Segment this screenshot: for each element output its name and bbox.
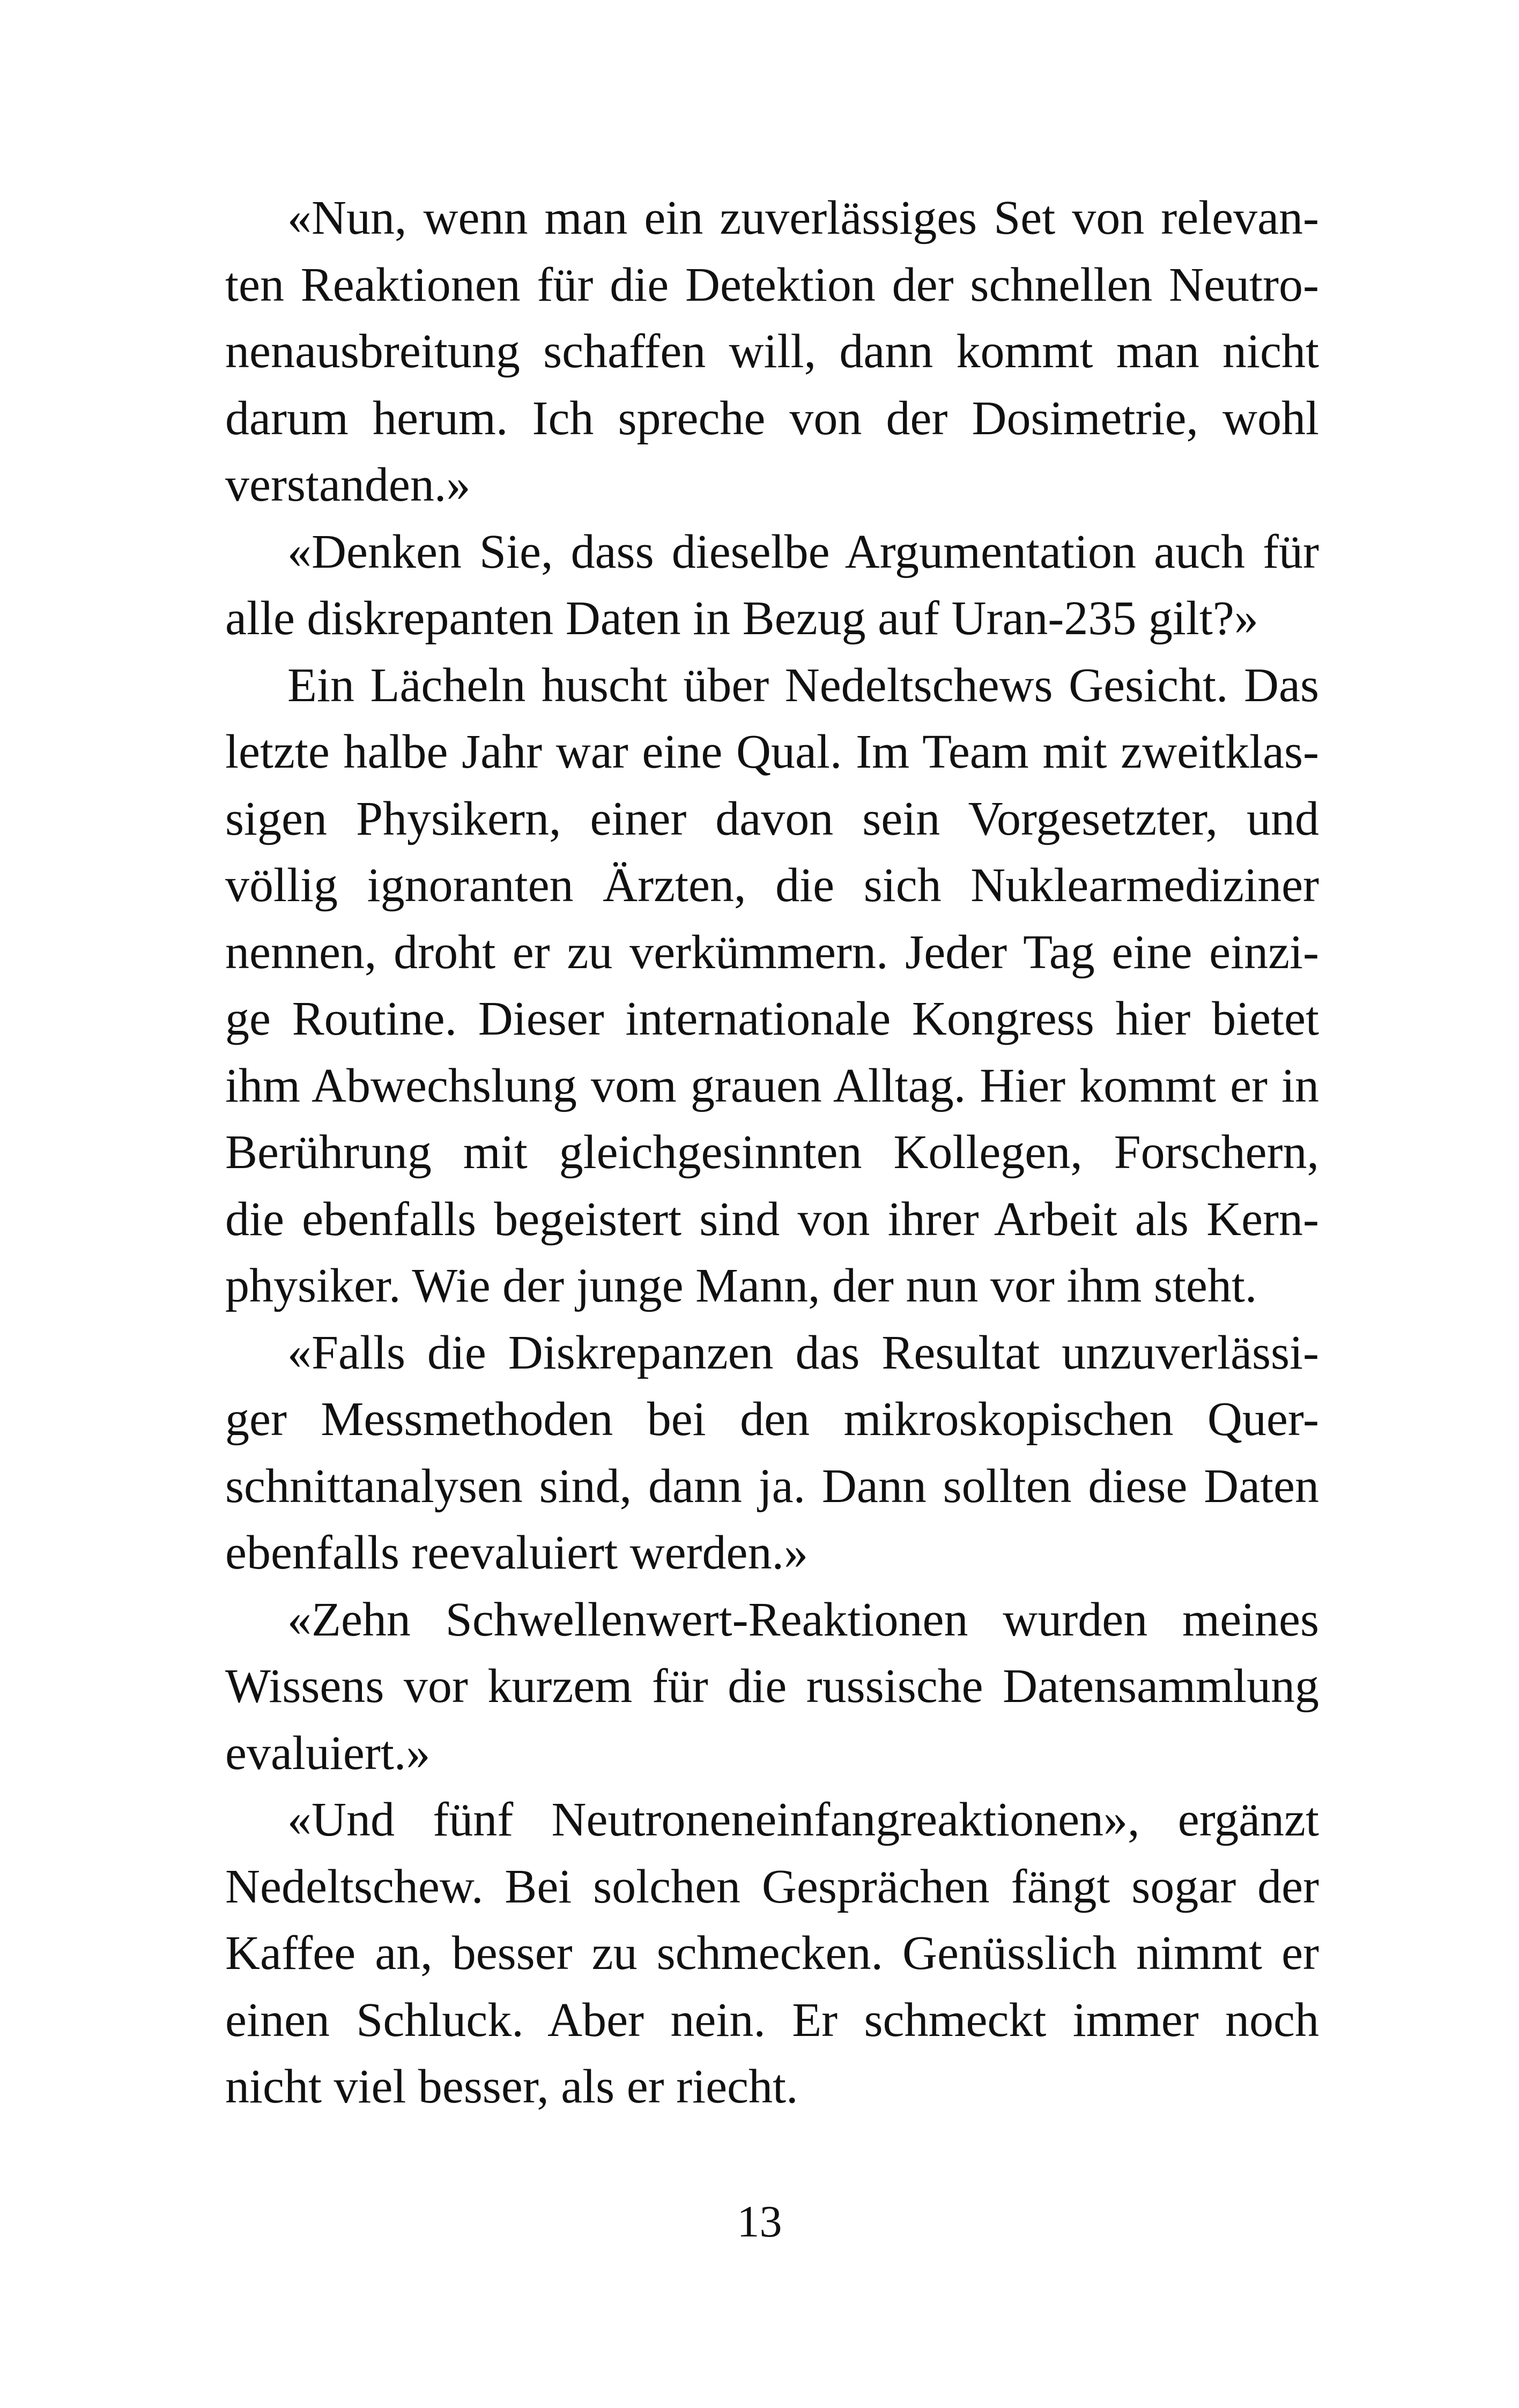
text-line: Nedeltschew. Bei solchen Gesprächen fängt sogar der (225, 1860, 1319, 1913)
text-line: nenausbreitung schaffen will, dann kommt man nicht (225, 325, 1319, 378)
text-line: alle diskrepanten Daten in Bezug auf Uran-235 gilt?» (225, 592, 1258, 645)
text-line: schnittanalysen sind, dann ja. Dann sollten diese Daten (225, 1459, 1319, 1513)
text-line: ihm Abwechslung vom grauen Alltag. Hier kommt er in (225, 1059, 1319, 1112)
text-line: Berührung mit gleichgesinnten Kollegen, Forschern, (225, 1126, 1319, 1179)
text-line: «Und fünf Neutroneneinfangreaktionen», ergänzt (287, 1793, 1319, 1846)
text-line: verstanden.» (225, 458, 471, 511)
body-text (225, 185, 1319, 2121)
text-line: evaluiert.» (225, 1726, 431, 1780)
text-line: Kaffee an, besser zu schmecken. Genüsslich nimmt er (225, 1927, 1319, 1980)
text-line: «Zehn Schwellenwert-Reaktionen wurden meines (287, 1593, 1319, 1646)
text-line: ten Reaktionen für die Detektion der schnellen Neutro- (225, 258, 1319, 311)
text-line: nennen, droht er zu verkümmern. Jeder Tag eine einzi- (225, 925, 1319, 979)
text-line: physiker. Wie der junge Mann, der nun vor ihm steht. (225, 1259, 1257, 1312)
text-line: ge Routine. Dieser internationale Kongress hier bietet (225, 992, 1319, 1045)
text-line: «Falls die Diskrepanzen das Resultat unzuverlässi- (287, 1326, 1319, 1379)
text-line: ger Messmethoden bei den mikroskopischen Quer- (225, 1393, 1319, 1446)
text-line: Wissens vor kurzem für die russische Datensammlung (225, 1660, 1319, 1713)
page-number: 13 (737, 2197, 782, 2247)
text-line: letzte halbe Jahr war eine Qual. Im Team mit zweitklas- (225, 725, 1319, 778)
text-line: die ebenfalls begeistert sind von ihrer Arbeit als Kern- (225, 1192, 1319, 1246)
text-line: «Denken Sie, dass dieselbe Argumentation auch für (287, 525, 1319, 578)
text-line: völlig ignoranten Ärzten, die sich Nuklearmediziner (225, 859, 1319, 912)
text-line: einen Schluck. Aber nein. Er schmeckt immer noch (225, 1993, 1319, 2047)
text-line: nicht viel besser, als er riecht. (225, 2060, 798, 2113)
text-line: darum herum. Ich spreche von der Dosimetrie, wohl (225, 391, 1319, 445)
text-line: «Nun, wenn man ein zuverlässiges Set von relevan- (287, 191, 1319, 244)
text-line: ebenfalls reevaluiert werden.» (225, 1526, 808, 1579)
text-line: Ein Lächeln huscht über Nedeltschews Gesicht. Das (287, 658, 1319, 712)
text-line: sigen Physikern, einer davon sein Vorgesetzter, und (225, 792, 1319, 845)
